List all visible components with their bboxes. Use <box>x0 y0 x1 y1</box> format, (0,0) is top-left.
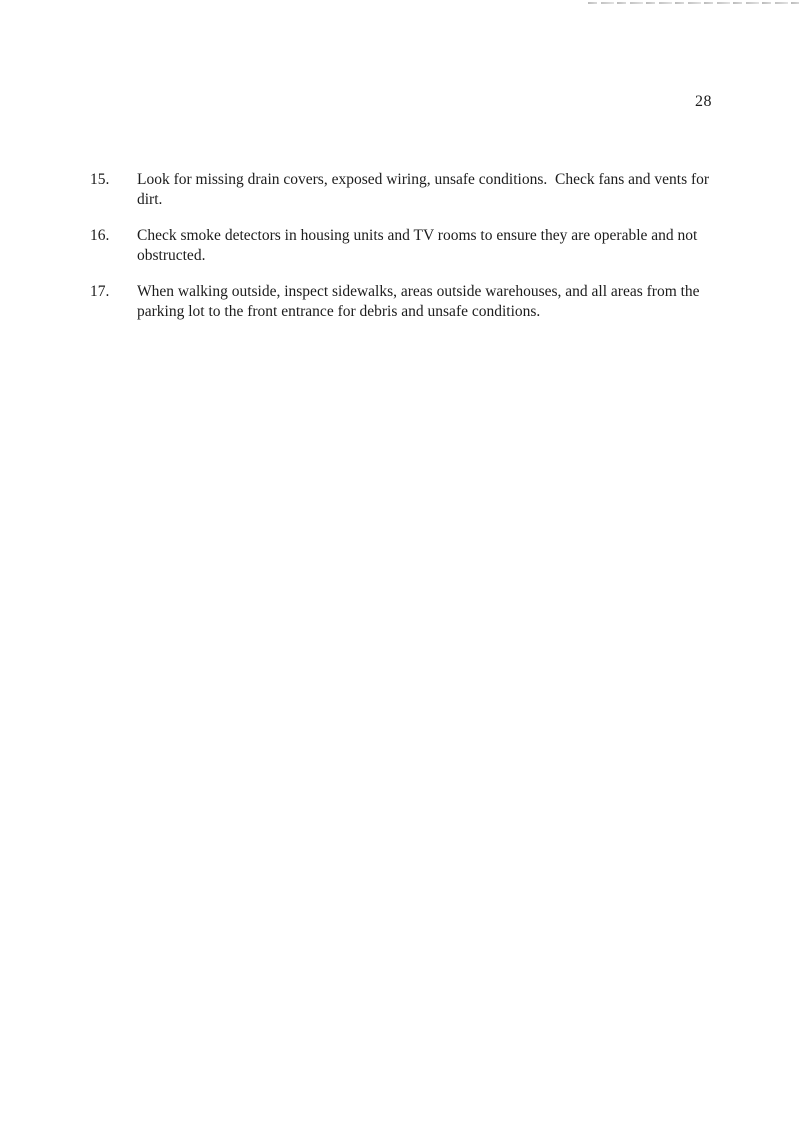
scan-artifact-line <box>588 2 799 4</box>
numbered-list <box>90 170 715 338</box>
list-item <box>90 226 715 265</box>
list-item-text: When walking outside, inspect sidewalks, areas outside warehouses, and all areas from the parking lot to the front entrance for debris and unsafe conditions. <box>137 283 704 320</box>
list-item-number: 16. <box>90 227 110 244</box>
list-item-text: Check smoke detectors in housing units and TV rooms to ensure they are operable and not obstructed. <box>137 227 702 264</box>
page-number: 28 <box>695 93 712 110</box>
list-item-number: 15. <box>90 171 110 188</box>
list-item <box>90 282 715 321</box>
list-item-text: Look for missing drain covers, exposed wiring, unsafe conditions. Check fans and vents for dirt. <box>137 171 713 208</box>
list-item <box>90 170 715 209</box>
list-item-number: 17. <box>90 283 110 300</box>
